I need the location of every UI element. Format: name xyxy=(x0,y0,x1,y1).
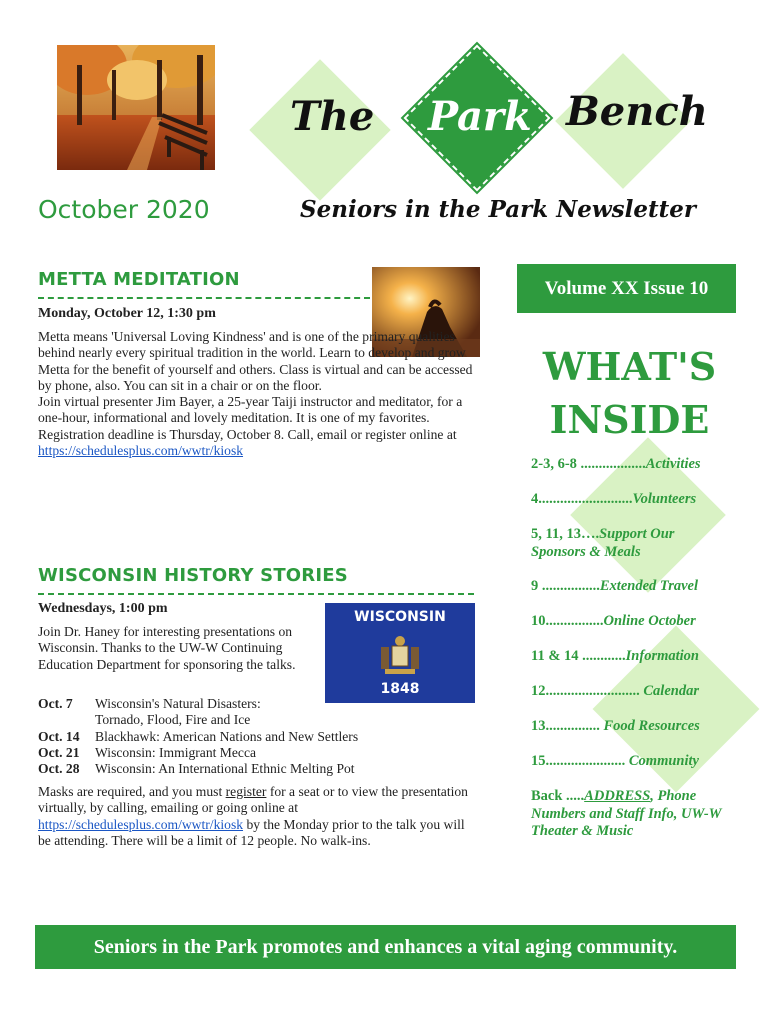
flag-name: WISCONSIN xyxy=(354,609,446,625)
talk-title: Wisconsin: Immigrant Mecca xyxy=(95,744,257,760)
title-bench: Bench xyxy=(566,88,708,135)
talk-title: Wisconsin's Natural Disasters: Tornado, Flood, Fire and Ice xyxy=(95,696,261,728)
talk-date: Oct. 14 xyxy=(38,728,80,744)
metta-divider xyxy=(38,297,370,299)
toc-label: Activities xyxy=(645,456,701,472)
toc-label: Information xyxy=(625,648,699,664)
autumn-park-photo xyxy=(57,45,215,170)
toc-pages: 13............... xyxy=(531,718,604,734)
metta-body xyxy=(38,329,476,459)
volume-issue-badge: Volume XX Issue 10 xyxy=(517,264,736,313)
toc-item-information[interactable] xyxy=(531,648,741,666)
toc-item-travel[interactable] xyxy=(531,578,741,596)
toc-label: Calendar xyxy=(643,683,699,699)
toc-item-activities[interactable] xyxy=(531,456,741,474)
talk-date: Oct. 7 xyxy=(38,696,73,711)
toc-label: Support Our Sponsors & Meals xyxy=(531,526,675,560)
footer-banner: Seniors in the Park promotes and enhances a vital aging community. xyxy=(35,925,736,969)
metta-heading: METTA MEDITATION xyxy=(38,269,240,290)
metta-register-link[interactable]: https://schedulesplus.com/wwtr/kiosk xyxy=(38,443,244,459)
wisconsin-divider xyxy=(38,593,474,595)
toc-pages: 9 ................ xyxy=(531,578,600,594)
toc-pages: 15...................... xyxy=(531,753,629,769)
closing-text-c: by the Monday prior to the talk you will be attending. There will be a limit of 12 people. No walk-ins. xyxy=(38,816,465,848)
talk-title: Blackhawk: American Nations and New Settlers xyxy=(95,728,359,744)
talk-date: Oct. 21 xyxy=(38,744,80,760)
closing-text-b: for a seat or to view the presentation virtually, by calling, emailing or going online at xyxy=(38,784,468,816)
table-row xyxy=(38,761,478,777)
toc-item-volunteers[interactable] xyxy=(531,491,741,509)
toc-pages: 11 & 14 ............ xyxy=(531,648,626,664)
table-row xyxy=(38,745,478,761)
toc-pages: Back ..... xyxy=(531,788,585,804)
toc-pages: 2-3, 6-8 .................. xyxy=(531,456,646,472)
toc-pages: 4.......................... xyxy=(531,491,633,507)
table-row xyxy=(38,696,478,729)
metta-p2: Join virtual presenter Jim Bayer, a 25-year Taiji instructor and meditator, for a one-hour, informational and lovely meditation. It is one of my favorites. xyxy=(38,394,463,426)
toc-label: Community xyxy=(628,753,699,769)
wisconsin-when: Wednesdays, 1:00 pm xyxy=(38,601,168,616)
toc-label: Extended Travel xyxy=(599,578,698,594)
issue-month: October 2020 xyxy=(38,195,210,224)
newsletter-subtitle: Seniors in the Park Newsletter xyxy=(300,196,696,223)
toc-pages: 12.......................... xyxy=(531,683,644,699)
toc-item-online[interactable] xyxy=(531,613,741,631)
wisconsin-heading: WISCONSIN HISTORY STORIES xyxy=(38,565,348,586)
toc-label: Online October xyxy=(603,613,696,629)
talk-title: Wisconsin: An International Ethnic Melting Pot xyxy=(95,761,355,777)
wisconsin-register-link[interactable]: https://schedulesplus.com/wwtr/kiosk xyxy=(38,816,244,832)
whats-line-1: WHAT'S xyxy=(542,344,717,389)
table-row xyxy=(38,729,478,745)
closing-text-a: Masks are required, and you must xyxy=(38,784,223,799)
flag-year: 1848 xyxy=(380,681,420,697)
wisconsin-closing xyxy=(38,784,478,849)
metta-p1: Metta means 'Universal Loving Kindness' and is one of the primary qualities behind nearly every spiritual tradition in the world. Learn to develop and grow Metta for the benefit of yourself and others. Class is virtual and can be accessed by phone, also. You can sit in a chair or on the floor. xyxy=(38,329,473,393)
wisconsin-intro: Join Dr. Haney for interesting presentations on Wisconsin. Thanks to the UW-W Continuing Education Department for sponsoring the talks. xyxy=(38,624,296,672)
flag-seal-icon xyxy=(375,631,425,679)
toc-item-calendar[interactable] xyxy=(531,683,741,701)
toc-item-community[interactable] xyxy=(531,753,741,771)
metta-p3 xyxy=(38,427,476,460)
toc-label: Food Resources xyxy=(603,718,700,734)
wisconsin-flag xyxy=(325,603,475,703)
talk-date: Oct. 28 xyxy=(38,761,80,777)
toc-item-food[interactable] xyxy=(531,718,741,736)
whats-inside-heading xyxy=(517,340,742,446)
toc-label: , Phone Numbers and Staff Info, UW-W Theater & Music xyxy=(531,788,722,839)
title-park: Park xyxy=(428,93,532,140)
register-word: register xyxy=(225,784,267,799)
toc-pages: 10................ xyxy=(531,613,604,629)
talk-schedule xyxy=(38,696,478,777)
toc-item-sponsors[interactable] xyxy=(531,526,711,561)
toc-label-address: ADDRESS xyxy=(584,788,651,804)
whats-line-2: INSIDE xyxy=(549,397,710,442)
toc-item-back[interactable] xyxy=(531,788,731,841)
metta-p3-text: Registration deadline is Thursday, October 8. Call, email or register online at xyxy=(38,426,457,442)
title-the: The xyxy=(290,93,375,140)
toc-label: Volunteers xyxy=(632,491,697,507)
metta-when: Monday, October 12, 1:30 pm xyxy=(38,306,216,321)
toc-pages: 5, 11, 13…. xyxy=(531,526,600,542)
